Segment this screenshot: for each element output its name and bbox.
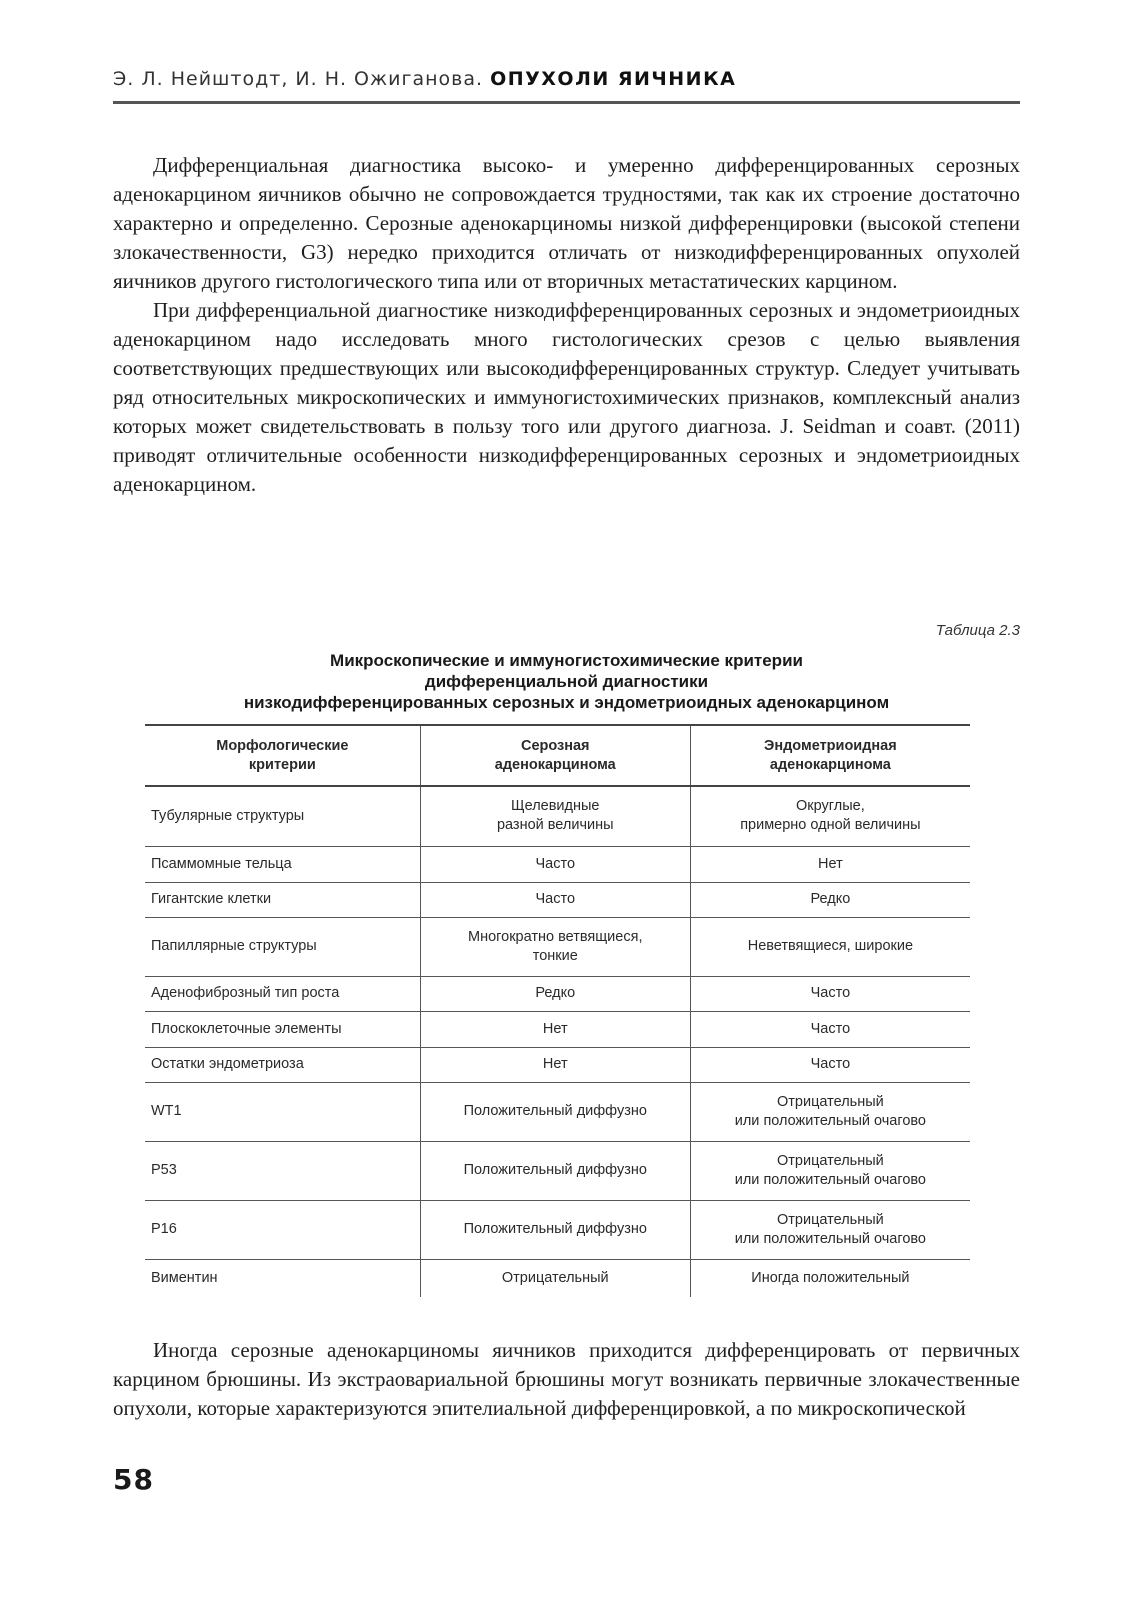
criteria-table	[145, 724, 970, 1297]
endometrioid-cell: Округлые, примерно одной величины	[690, 786, 970, 846]
column-header-criteria: Морфологические критерии	[145, 725, 420, 786]
criterion-cell: Псаммомные тельца	[145, 846, 420, 882]
criterion-cell: P53	[145, 1141, 420, 1200]
column-header-serous: Серозная аденокарцинома	[420, 725, 690, 786]
paragraph: При дифференциальной диагностике низкодифференцированных серозных и эндометриоидных аденокарцином надо исследовать много гистологических срезов с целью выявления соответствующих предшествующих или высокодифференцированных структур. Следует учитывать ряд относительных микроскопических и иммуногистохимических признаков, комплексный анализ которых может свидетельствовать в пользу того или другого диагноза. J. Seidman и соавт. (2011) приводят отличительные особенности низкодифференцированных серозных и эндометриоидных аденокарцином.	[113, 298, 1020, 496]
criterion-cell: Остатки эндометриоза	[145, 1047, 420, 1082]
endometrioid-cell: Часто	[690, 976, 970, 1011]
serous-cell: Положительный диффузно	[420, 1200, 690, 1259]
serous-cell: Редко	[420, 976, 690, 1011]
serous-cell: Часто	[420, 846, 690, 882]
header-book-title: ОПУХОЛИ ЯИЧНИКА	[490, 68, 737, 90]
table-row	[145, 1082, 970, 1141]
endometrioid-cell: Часто	[690, 1011, 970, 1047]
table-caption	[113, 650, 1020, 713]
criterion-cell: Папиллярные структуры	[145, 917, 420, 976]
caption-line: дифференциальной диагностики	[424, 672, 709, 691]
table-row	[145, 976, 970, 1011]
criterion-cell: Тубулярные структуры	[145, 786, 420, 846]
endometrioid-cell: Часто	[690, 1047, 970, 1082]
endometrioid-cell: Иногда положительный	[690, 1259, 970, 1297]
serous-cell: Положительный диффузно	[420, 1082, 690, 1141]
criterion-cell: WT1	[145, 1082, 420, 1141]
serous-cell: Отрицательный	[420, 1259, 690, 1297]
caption-line: Микроскопические и иммуногистохимические критерии	[330, 651, 803, 670]
serous-cell: Щелевидные разной величины	[420, 786, 690, 846]
endometrioid-cell: Отрицательный или положительный очагово	[690, 1200, 970, 1259]
table-row	[145, 1047, 970, 1082]
serous-cell: Часто	[420, 882, 690, 917]
table-label: Таблица 2.3	[935, 622, 1020, 639]
header-rule	[113, 101, 1020, 104]
page-number: 58	[113, 1463, 154, 1496]
criterion-cell: Виментин	[151, 1269, 218, 1286]
column-header-endometrioid: Эндометриоидная аденокарцинома	[690, 725, 970, 786]
serous-cell: Положительный диффузно	[420, 1141, 690, 1200]
closing-text	[113, 1336, 1020, 1423]
intro-text	[113, 151, 1020, 499]
table-row	[145, 786, 970, 846]
serous-cell: Многократно ветвящиеся, тонкие	[420, 917, 690, 976]
table-row	[145, 846, 970, 882]
table-row	[145, 917, 970, 976]
header-authors: Э. Л. Нейштодт, И. Н. Ожиганова.	[113, 68, 484, 90]
paragraph: Иногда серозные аденокарциномы яичников приходится дифференцировать от первичных карцином брюшины. Из экстраовариальной брюшины могут возникать первичные злокачественные опухоли, которые характеризуются эпителиальной дифференцировкой, а по микроскопической	[113, 1338, 1020, 1420]
table-row	[145, 1011, 970, 1047]
endometrioid-cell: Отрицательный или положительный очагово	[690, 1141, 970, 1200]
table-row	[145, 1141, 970, 1200]
endometrioid-cell: Нет	[690, 846, 970, 882]
paragraph: Дифференциальная диагностика высоко- и умеренно дифференцированных серозных аденокарцином яичников обычно не сопровождается трудностями, так как их строение достаточно характерно и определенно. Серозные аденокарциномы низкой дифференцировки (высокой степени злокачественности, G3) нередко приходится отличать от низкодифференцированных опухолей яичников другого гистологического типа или от вторичных метастатических карцином.	[113, 153, 1020, 293]
serous-cell: Нет	[420, 1047, 690, 1082]
table-row	[145, 882, 970, 917]
table-row	[145, 1200, 970, 1259]
endometrioid-cell: Редко	[690, 882, 970, 917]
criterion-cell: P16	[145, 1200, 420, 1259]
criterion-cell: Гигантские клетки	[145, 882, 420, 917]
criterion-cell: Плоскоклеточные элементы	[145, 1011, 420, 1047]
endometrioid-cell: Неветвящиеся, широкие	[690, 917, 970, 976]
serous-cell: Нет	[420, 1011, 690, 1047]
criterion-cell: Аденофиброзный тип роста	[145, 976, 420, 1011]
caption-line: низкодифференцированных серозных и эндометриоидных аденокарцином	[243, 693, 890, 712]
table-header-row	[145, 725, 970, 786]
endometrioid-cell: Отрицательный или положительный очагово	[690, 1082, 970, 1141]
table-row	[145, 1259, 970, 1297]
running-header	[113, 68, 1020, 90]
